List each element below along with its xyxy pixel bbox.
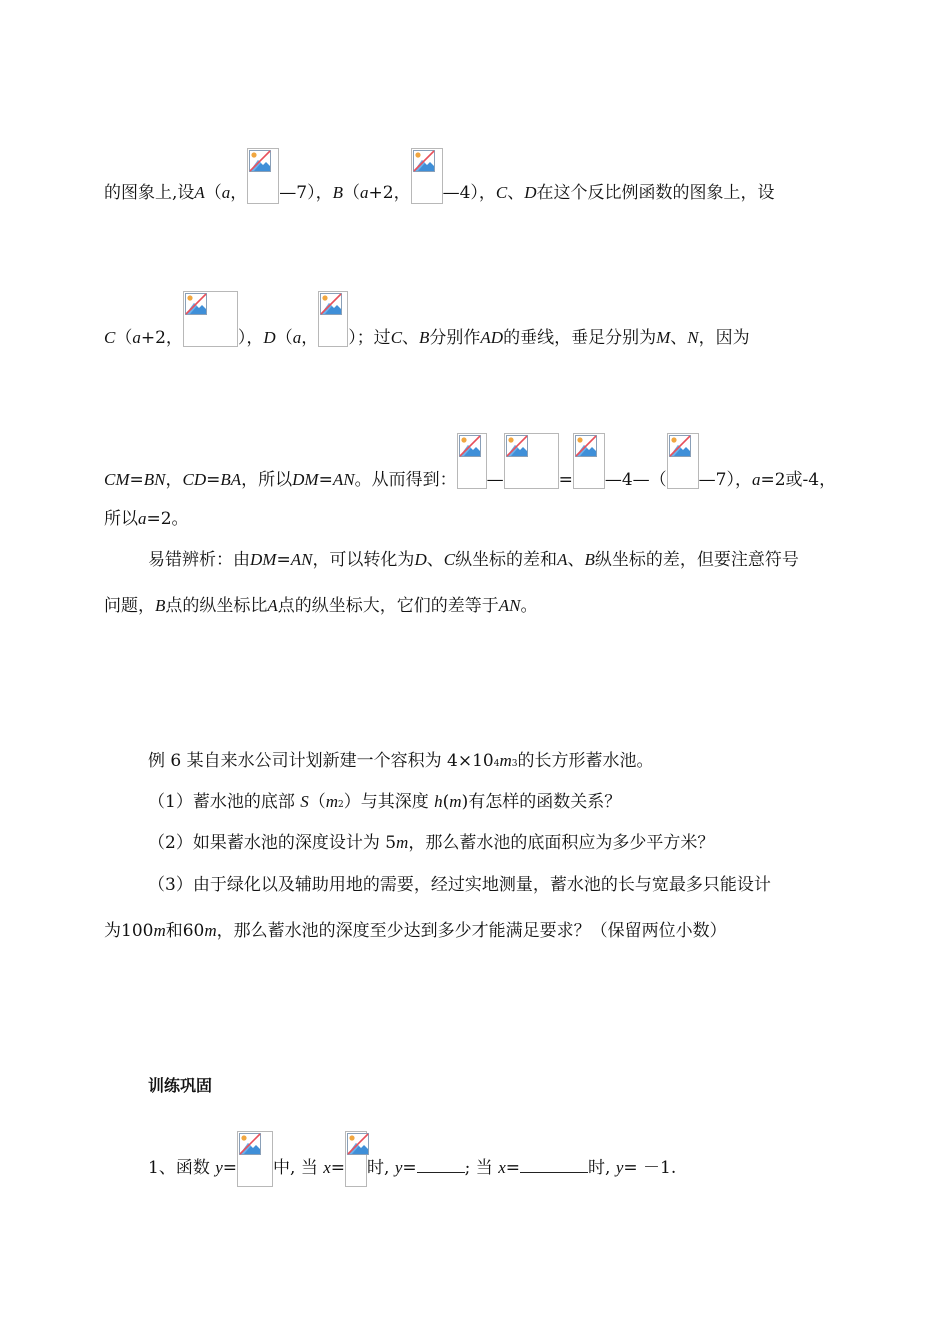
unit: m <box>449 792 462 811</box>
segment-label: CM <box>104 470 130 489</box>
text: 为100 <box>104 921 154 941</box>
formula-image <box>457 433 487 489</box>
text: ( <box>442 792 450 812</box>
broken-image-icon <box>185 293 207 315</box>
point-label: N <box>687 328 699 347</box>
example6-q2 <box>148 833 714 853</box>
text: ，那么蓄水池的深度至少达到多少才能满足要求？（保留两位小数） <box>216 921 727 941</box>
unit: m <box>325 792 339 811</box>
formula-image <box>318 291 348 347</box>
segment-label: AN <box>498 596 521 615</box>
variable: y <box>394 1158 403 1177</box>
unit: m <box>396 833 409 852</box>
formula-image <box>411 148 443 204</box>
answer-blank <box>417 1156 465 1173</box>
text: （ <box>308 792 326 812</box>
variable: y <box>615 1158 624 1177</box>
note-line-2 <box>104 596 538 616</box>
para4-line <box>104 509 189 529</box>
text: ） <box>237 328 247 348</box>
text: ， <box>230 183 248 203</box>
formula-image <box>667 433 699 489</box>
text: ，那么蓄水池的底面积应为多少平方米？ <box>408 833 715 853</box>
text: （1）蓄水池的底部 <box>148 792 301 812</box>
text: +2， <box>368 183 411 203</box>
text: （ <box>343 183 361 203</box>
para2-line <box>104 291 750 348</box>
text: = <box>402 1158 417 1178</box>
text: )有怎样的函数关系？ <box>461 792 622 812</box>
point-label: C <box>104 328 116 347</box>
text: 时, <box>367 1158 395 1178</box>
point-label: C <box>495 183 508 202</box>
segment-label: BN <box>143 470 166 489</box>
para3-line <box>104 433 836 490</box>
segment-label: BA <box>220 470 242 489</box>
text: 1、函数 <box>148 1158 216 1178</box>
formula-image <box>345 1131 367 1187</box>
text: 分别作 <box>429 328 481 348</box>
text: ， <box>246 328 264 348</box>
variable: x <box>498 1158 506 1177</box>
point-label: C <box>390 328 403 347</box>
text: 。从而得到： <box>354 470 457 490</box>
segment-label: AN <box>332 470 355 489</box>
text: 问题， <box>104 596 155 616</box>
text: = <box>505 1158 520 1178</box>
text: 所以 <box>104 509 138 529</box>
broken-image-icon <box>249 150 271 172</box>
text: = <box>222 1158 238 1178</box>
text: ， <box>301 328 319 348</box>
broken-image-icon <box>239 1133 261 1155</box>
note-line-1 <box>148 550 799 570</box>
point-label: C <box>443 550 456 569</box>
variable: S <box>300 792 309 811</box>
point-label: A <box>267 596 278 615</box>
broken-image-icon <box>347 1133 369 1155</box>
formula-image <box>247 148 279 204</box>
text: —4） <box>442 183 479 203</box>
text: = <box>330 1158 346 1178</box>
text: ，所以 <box>241 470 293 490</box>
point-label: B <box>419 328 430 347</box>
variable: a <box>132 328 141 347</box>
variable: y <box>215 1158 223 1177</box>
example6-q3-line1 <box>148 875 771 895</box>
text: ; 当 <box>464 1158 499 1178</box>
text: 、 <box>507 183 525 203</box>
variable: h <box>434 792 443 811</box>
text: ， <box>165 470 183 490</box>
exponent: 3 <box>511 759 518 769</box>
variable: a <box>360 183 369 202</box>
text: ，因为 <box>698 328 750 348</box>
exponent: 2 <box>338 800 344 810</box>
example6-q3-line2 <box>104 921 727 941</box>
text: 。 <box>520 596 538 616</box>
text: +2， <box>140 328 183 348</box>
broken-image-icon <box>506 435 528 457</box>
text: ， <box>478 183 496 203</box>
text: 易错辨析：由 <box>148 550 250 570</box>
text: = <box>129 470 144 490</box>
answer-blank <box>520 1156 588 1173</box>
text: 的图象上,设 <box>104 183 195 203</box>
segment-label: DM <box>250 550 277 569</box>
variable: x <box>323 1158 331 1177</box>
point-label: A <box>557 550 568 569</box>
text: ，可以转化为 <box>312 550 415 570</box>
point-label: D <box>263 328 276 347</box>
variable: a <box>138 509 147 528</box>
broken-image-icon <box>320 293 342 315</box>
example6-q1 <box>148 792 621 812</box>
text: —7） <box>279 183 316 203</box>
text: 点的纵坐标大，它们的差等于 <box>277 596 499 616</box>
point-label: B <box>332 183 344 202</box>
text: （ <box>115 328 133 348</box>
text: = －1. <box>623 1158 677 1178</box>
segment-label: AN <box>290 550 313 569</box>
text: 、 <box>426 550 444 570</box>
formula-image <box>573 433 605 489</box>
point-label: B <box>155 596 166 615</box>
text: ， <box>734 470 752 490</box>
point-label: B <box>584 550 595 569</box>
example6-title <box>148 751 653 771</box>
unit: m <box>499 751 512 770</box>
text: ；过 <box>356 328 391 348</box>
text: 点的纵坐标比 <box>165 596 268 616</box>
variable: a <box>751 470 761 489</box>
variable: a <box>221 183 231 202</box>
text: —4—（ <box>604 470 667 490</box>
text: — <box>486 470 504 490</box>
broken-image-icon <box>575 435 597 457</box>
training-heading: 训练巩固 <box>148 1076 213 1095</box>
text: = <box>206 470 221 490</box>
point-label: M <box>656 328 671 347</box>
segment-label: CD <box>182 470 207 489</box>
text: 的垂线，垂足分别为 <box>503 328 657 348</box>
formula-image <box>504 433 559 489</box>
text: = <box>558 470 573 490</box>
text: ）与其深度 <box>343 792 435 812</box>
segment-label: DM <box>292 470 319 489</box>
text: ） <box>348 328 357 348</box>
text: —7） <box>698 470 735 490</box>
unit: m <box>153 921 166 940</box>
text: （ <box>275 328 293 348</box>
text: 、 <box>402 328 420 348</box>
text: 中, 当 <box>273 1158 324 1178</box>
variable: a <box>292 328 302 347</box>
text: = <box>276 550 291 570</box>
text: =2或-4， <box>760 470 837 490</box>
formula-image <box>237 1131 273 1187</box>
broken-image-icon <box>459 435 481 457</box>
text: =2。 <box>146 509 189 529</box>
broken-image-icon <box>413 150 435 172</box>
unit: m <box>204 921 217 940</box>
text: 例 6 某自来水公司计划新建一个容积为 4×10 <box>148 751 494 771</box>
text: 纵坐标的差和 <box>455 550 558 570</box>
point-label: D <box>414 550 427 569</box>
text: 纵坐标的差，但要注意符号 <box>594 550 799 570</box>
text: 的长方形蓄水池。 <box>517 751 654 771</box>
formula-image <box>183 291 238 347</box>
text: = <box>318 470 333 490</box>
text: ， <box>315 183 333 203</box>
broken-image-icon <box>669 435 691 457</box>
para1-line <box>104 148 775 204</box>
segment-label: AD <box>480 328 504 347</box>
text: 和60 <box>165 921 205 941</box>
training-q1 <box>148 1131 676 1187</box>
text: 、 <box>670 328 688 348</box>
text: 、 <box>567 550 585 570</box>
point-label: A <box>194 183 205 202</box>
text: （ <box>204 183 222 203</box>
point-label: D <box>524 183 537 202</box>
exponent: 4 <box>493 759 500 769</box>
text: （3）由于绿化以及辅助用地的需要，经过实地测量，蓄水池的长与宽最多只能设计 <box>148 875 771 895</box>
text: （2）如果蓄水池的深度设计为 5 <box>148 833 397 853</box>
text: 时, <box>588 1158 616 1178</box>
text: 在这个反比例函数的图象上，设 <box>536 183 775 203</box>
